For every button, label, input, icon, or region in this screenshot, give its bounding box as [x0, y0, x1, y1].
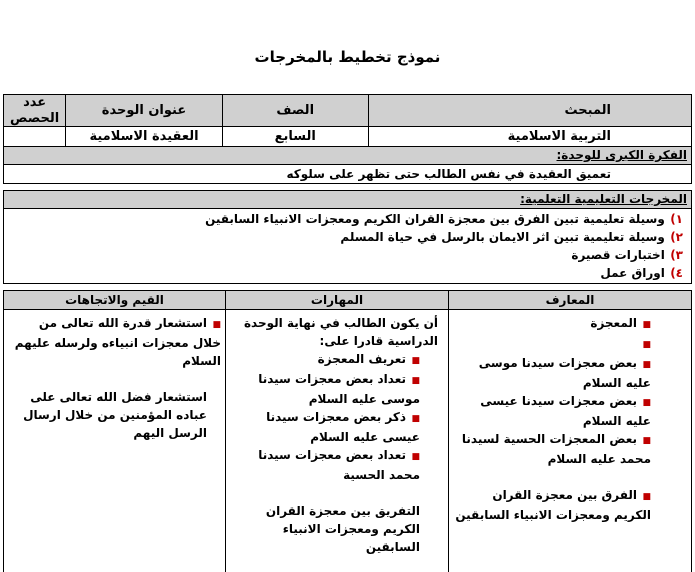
header-unit-title: عنوان الوحدة — [66, 95, 222, 127]
outcome-item: ٣) اختبارات قصيرة — [4, 246, 683, 264]
bullet-square-icon: ■ — [207, 316, 221, 334]
skills-intro: أن يكون الطالب في نهاية الوحدة الدراسية قادرا على: — [232, 314, 438, 350]
header-skills: المهارات — [226, 291, 449, 310]
big-idea-label: الفكرة الكبرى للوحدة: — [4, 147, 691, 165]
page-title: نموذج تخطيط بالمخرجات — [0, 48, 695, 66]
skills-cell — [226, 310, 449, 572]
header-values: القيم والاتجاهات — [4, 291, 226, 310]
list-item: ■الفرق بين معجزة القران الكريم ومعجزات الانبياء السابقين — [455, 486, 651, 524]
list-item: ■تعداد بعض معجزات سيدنا محمد الحسية — [232, 446, 420, 484]
unit-info-table — [3, 94, 692, 148]
outcome-item: ٤) اوراق عمل — [4, 264, 683, 282]
content-table — [3, 290, 692, 572]
header-knowledge: المعارف — [449, 291, 692, 310]
bullet-square-icon: ■ — [637, 336, 651, 354]
bullet-square-icon: ■ — [637, 316, 651, 334]
values-extra: استشعار فضل الله تعالى على عباده المؤمنين من خلال ارسال الرسل اليهم — [10, 388, 221, 442]
list-item: ■المعجزة — [455, 314, 651, 334]
bullet-square-icon: ■ — [406, 352, 420, 370]
list-item: ■تعريف المعجزة — [232, 350, 420, 370]
bullet-square-icon: ■ — [406, 372, 420, 390]
skills-extra: التفريق بين معجزة القران الكريم ومعجزات الانبياء السابقين — [232, 502, 438, 556]
bullet-square-icon: ■ — [406, 448, 420, 466]
bullet-square-icon: ■ — [637, 394, 651, 412]
knowledge-cell — [449, 310, 692, 572]
bullet-square-icon: ■ — [637, 488, 651, 506]
list-item: ■بعض معجزات سيدنا عيسى عليه السلام — [455, 392, 651, 430]
header-lesson-count: عدد الحصص — [4, 95, 66, 127]
outcomes-box — [3, 190, 692, 284]
header-grade: الصف — [222, 95, 368, 127]
value-subject: التربية الاسلامية — [368, 127, 691, 148]
outcome-item: ٢) وسيلة تعليمية تبين اثر الايمان بالرسل في حياة المسلم — [4, 228, 683, 246]
outcomes-label: المخرجات التعليمية التعلمية: — [4, 191, 691, 209]
list-item: ■بعض معجزات سيدنا موسى عليه السلام — [455, 354, 651, 392]
list-item — [455, 334, 651, 354]
value-grade: السابع — [222, 127, 368, 148]
header-subject: المبحث — [368, 95, 691, 127]
list-item: ■استشعار قدرة الله تعالى من خلال معجزات انبياءه ولرسله عليهم السلام — [10, 314, 221, 370]
outcome-item: ١) وسيلة تعليمية تبين الفرق بين معجزة القران الكريم ومعجزات الانبياء السابقين — [4, 210, 683, 228]
values-cell — [4, 310, 226, 572]
list-item: ■بعض المعجزات الحسية لسيدنا محمد عليه السلام — [455, 430, 651, 468]
list-item: ■تعداد بعض معجزات سيدنا موسى عليه السلام — [232, 370, 420, 408]
value-lesson-count — [4, 127, 66, 148]
bullet-square-icon: ■ — [637, 356, 651, 374]
list-item: ■ذكر بعض معجزات سيدنا عيسى عليه السلام — [232, 408, 420, 446]
big-idea-text: تعميق العقيدة في نفس الطالب حتى تظهر على سلوكه — [4, 165, 691, 183]
bullet-square-icon: ■ — [637, 432, 651, 450]
big-idea-box — [3, 146, 692, 184]
bullet-square-icon: ■ — [406, 410, 420, 428]
value-unit-title: العقيدة الاسلامية — [66, 127, 222, 148]
